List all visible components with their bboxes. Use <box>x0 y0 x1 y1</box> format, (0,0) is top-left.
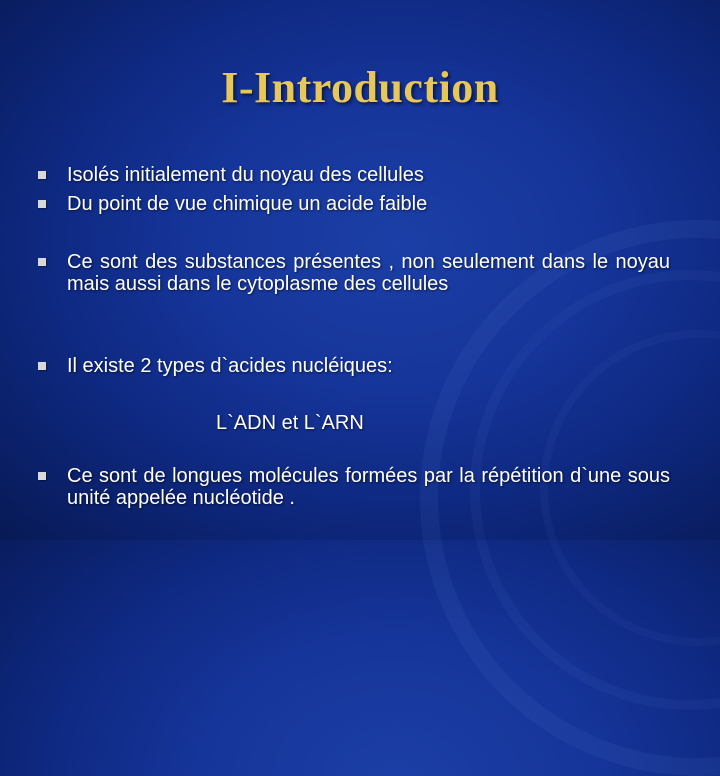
bullet-text: Ce sont de longues molécules formées par la répétition d`une sous unité appelée nucléotide . <box>67 465 670 509</box>
slide-title: I-Introduction <box>221 63 499 112</box>
square-bullet-icon <box>38 258 46 266</box>
nucleic-acids-line: L`ADN et L`ARN <box>216 412 364 434</box>
square-bullet-icon <box>38 171 46 179</box>
bullet-item <box>38 193 678 215</box>
square-bullet-icon <box>38 362 46 370</box>
square-bullet-icon <box>38 200 46 208</box>
bullet-text: Il existe 2 types d`acides nucléiques: <box>67 355 393 377</box>
square-bullet-icon <box>38 472 46 480</box>
bullet-item <box>38 251 678 317</box>
bullet-text: Du point de vue chimique un acide faible <box>67 193 428 215</box>
bullet-item <box>38 465 678 509</box>
bullet-item <box>38 164 678 186</box>
bullet-text: Ce sont des substances présentes , non seulement dans le noyau mais aussi dans le cytoplasme des cellules <box>67 251 670 295</box>
bullet-text: Isolés initialement du noyau des cellules <box>67 164 424 186</box>
bullet-item <box>38 355 678 377</box>
